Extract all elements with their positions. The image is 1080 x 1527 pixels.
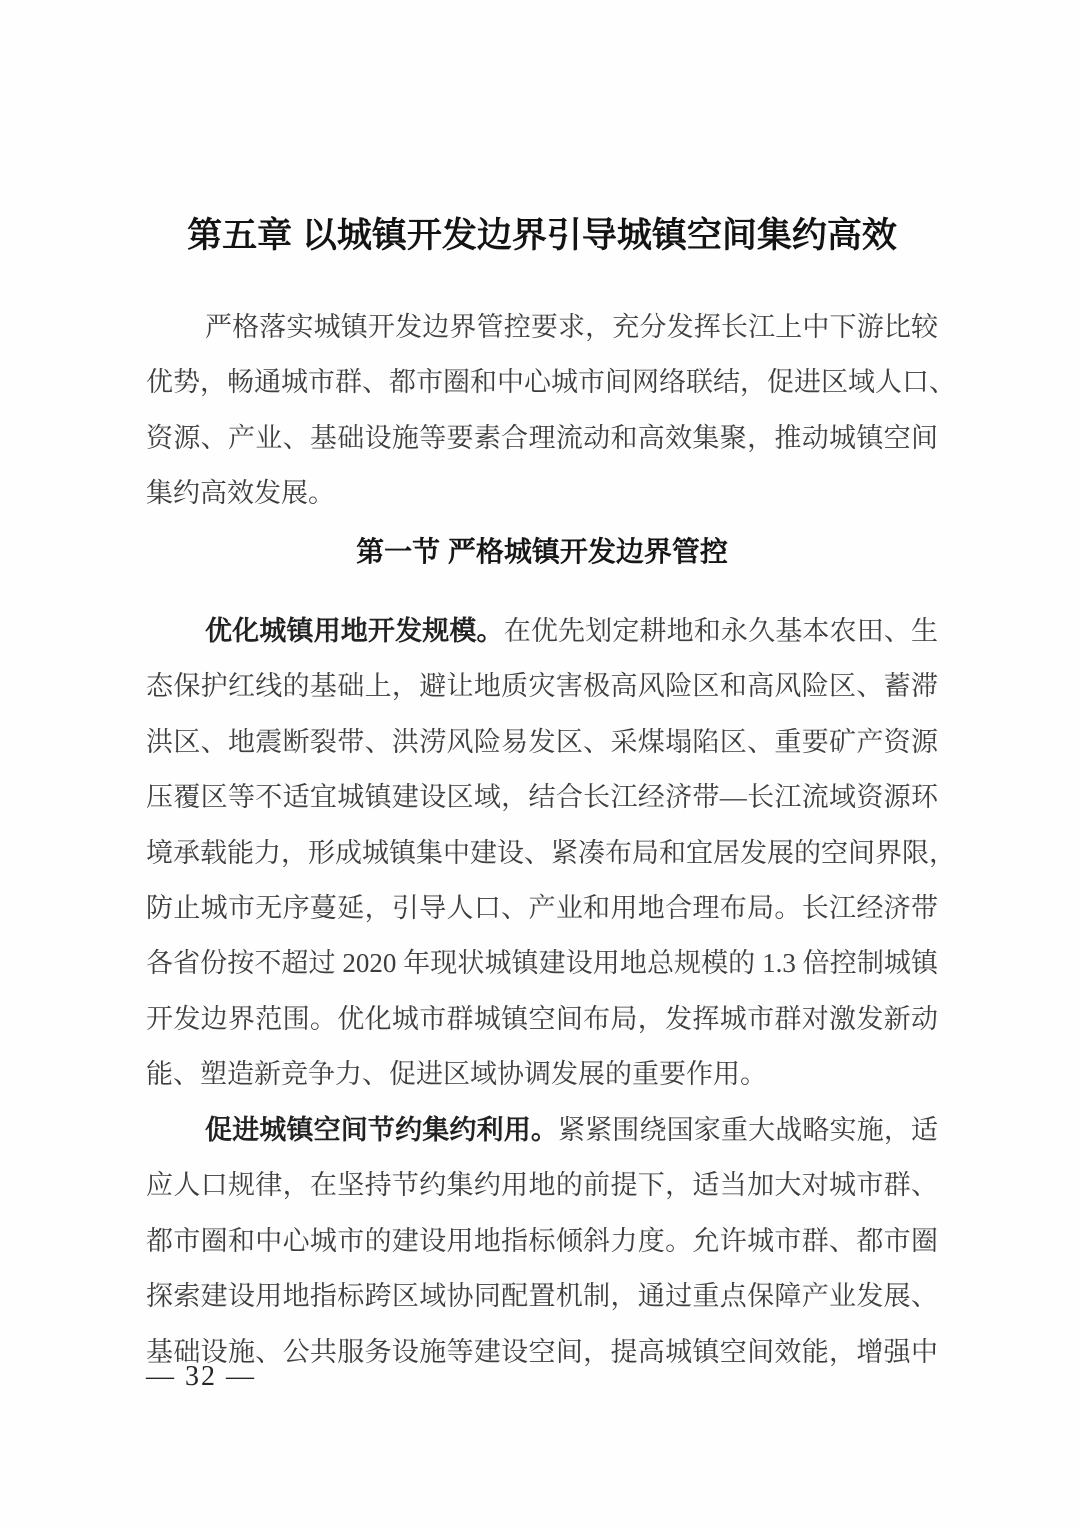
text-line: 都市圈和中心城市的建设用地指标倾斜力度。允许城市群、都市圈 bbox=[146, 1225, 938, 1256]
text-line: 境承载能力，形成城镇集中建设、紧凑布局和宜居发展的空间界限， bbox=[146, 837, 956, 868]
text-line: 促进城镇空间节约集约利用。紧紧围绕国家重大战略实施，适 bbox=[205, 1115, 938, 1145]
page-number: — 32 — bbox=[146, 1361, 256, 1392]
text-line: 基础设施、公共服务设施等建设空间，提高城镇空间效能，增强中 bbox=[146, 1336, 938, 1367]
text-line: 优化城镇用地开发规模。在优先划定耕地和永久基本农田、生 bbox=[205, 616, 939, 646]
text-line: 各省份按不超过 2020 年现状城镇建设用地总规模的 1.3 倍控制城镇 bbox=[146, 948, 938, 979]
paragraph-lead: 促进城镇空间节约集约利用。 bbox=[205, 1115, 558, 1145]
text-line: 压覆区等不适宜城镇建设区域，结合长江经济带—长江流域资源环 bbox=[146, 782, 938, 813]
section-title: 第一节 严格城镇开发边界管控 bbox=[356, 536, 728, 567]
text-line: 防止城市无序蔓延，引导人口、产业和用地合理布局。长江经济带 bbox=[146, 892, 938, 923]
text-line: 严格落实城镇开发边界管控要求，充分发挥长江上中下游比较 bbox=[205, 312, 938, 342]
text-line: 应人口规律，在坚持节约集约用地的前提下，适当加大对城市群、 bbox=[146, 1170, 938, 1201]
text-line: 能、塑造新竞争力、促进区域协调发展的重要作用。 bbox=[146, 1059, 767, 1090]
text-line: 开发边界范围。优化城市群城镇空间布局，发挥城市群对激发新动 bbox=[146, 1003, 938, 1034]
text-line: 探索建设用地指标跨区域协同配置机制，通过重点保障产业发展、 bbox=[146, 1281, 938, 1312]
paragraph-lead: 优化城镇用地开发规模。 bbox=[205, 616, 504, 646]
paragraph-promote-intensive-land-use bbox=[146, 1103, 938, 1380]
text-line: 资源、产业、基础设施等要素合理流动和高效集聚，推动城镇空间 bbox=[146, 422, 938, 453]
text-line: 优势，畅通城市群、都市圈和中心城市间网络联结，促进区域人口、 bbox=[146, 367, 956, 398]
paragraph-intro bbox=[146, 300, 956, 522]
text-line: 洪区、地震断裂带、洪涝风险易发区、采煤塌陷区、重要矿产资源 bbox=[146, 726, 938, 757]
paragraph-optimize-development-scale bbox=[146, 604, 956, 1103]
text-line: 态保护红线的基础上，避让地质灾害极高风险区和高风险区、蓄滞 bbox=[146, 671, 938, 702]
chapter-title: 第五章 以城镇开发边界引导城镇空间集约高效 bbox=[187, 216, 897, 255]
text-line: 集约高效发展。 bbox=[146, 478, 335, 509]
